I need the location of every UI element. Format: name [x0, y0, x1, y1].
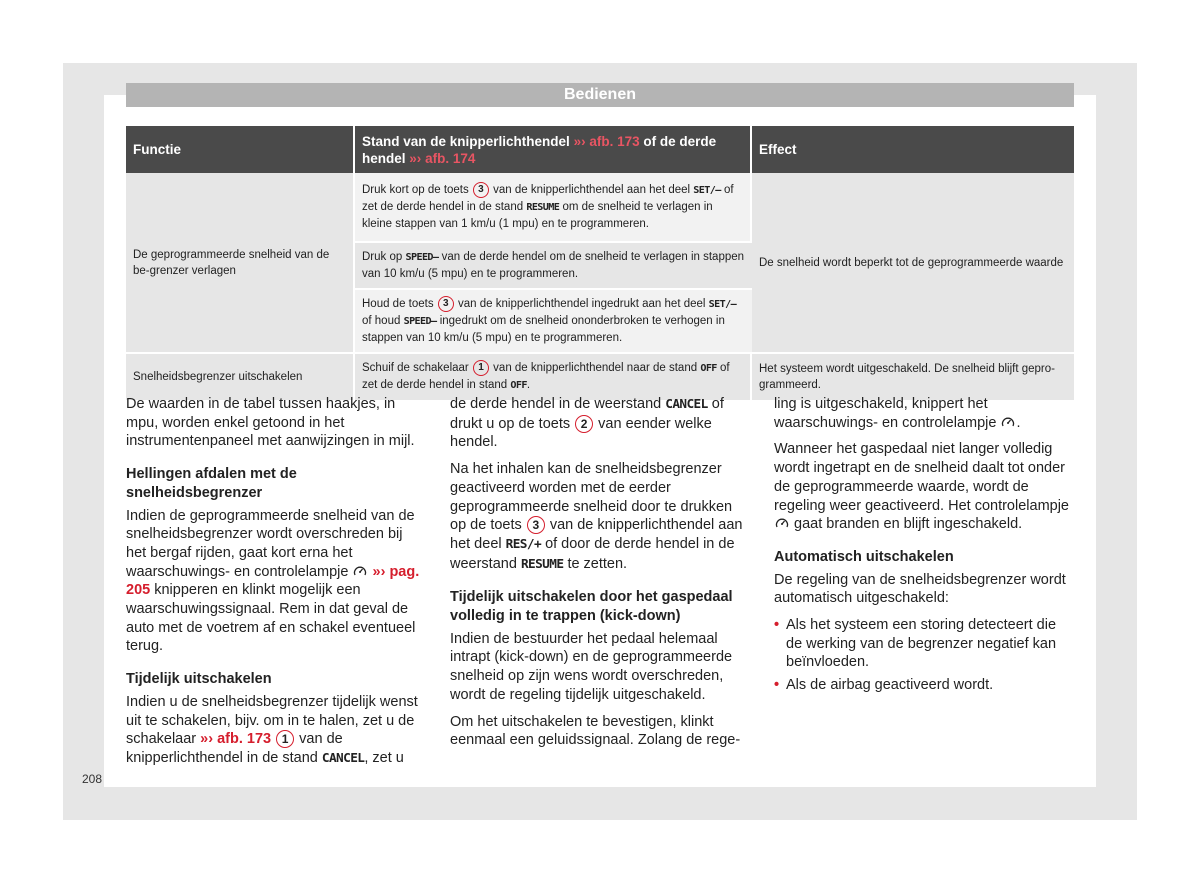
paragraph: Wanneer het gaspedaal niet langer volledig wordt ingetrapt en de snelheid daalt tot onder de geprogrammeerde waarde, wordt de regeling weer geactiveerd. Het controlelampje gaat branden en blijft ingeschakeld.: [774, 441, 1069, 533]
text-column-1: [126, 395, 424, 777]
key-label: OFF: [700, 363, 717, 375]
table-row: [126, 173, 1074, 243]
figure-link-174[interactable]: afb. 174: [425, 150, 476, 166]
subheading-auto-off: Automatisch uitschakelen: [774, 548, 954, 565]
text-column-2: [450, 395, 750, 758]
button-3-badge: 3: [438, 296, 454, 312]
header-effect: Effect: [752, 126, 1074, 173]
button-3-badge: 3: [473, 182, 489, 198]
header-function: Functie: [126, 126, 355, 173]
figure-link-173[interactable]: afb. 173: [589, 133, 640, 149]
subheading-temporary-off: Tijdelijk uitschakelen: [126, 671, 272, 688]
page-link-205[interactable]: pag. 205: [126, 563, 420, 599]
effect-cell: Het systeem wordt uitgeschakeld. De snelheid blijft gepro-grammeerd.: [752, 354, 1074, 402]
page-frame-right: [1096, 63, 1137, 820]
function-cell: De geprogrammeerde snelheid van de be-grenzer verlagen: [126, 173, 355, 354]
paragraph: Na het inhalen kan de snelheidsbegrenzer geactiveerd worden met de eerder geprogrammeerde snelheid door te drukken op de toets 3 van de knipperlichthendel aan het deel RES/+ of door de derde hendel in de weerstand RESUME te zetten.: [450, 461, 743, 572]
paragraph: Om het uitschakelen te bevestigen, klinkt eenmaal een geluidssignaal. Zolang de rege-: [450, 713, 741, 749]
paragraph: De waarden in de tabel tussen haakjes, in mpu, worden enkel getoond in het instrumentenpaneel met aanwijzingen in mijl.: [126, 396, 415, 450]
key-label: RESUME: [520, 556, 564, 572]
speed-limiter-lamp-icon: [1001, 416, 1015, 429]
speed-limiter-lamp-icon: [775, 517, 789, 530]
key-label: CANCEL: [665, 397, 708, 412]
key-label: RES/+: [505, 536, 542, 552]
key-label: CANCEL: [321, 750, 365, 766]
lever-cell: Schuif de schakelaar 1 van de knipperlichthendel naar de stand OFF of zet de derde hendel in stand OFF.: [355, 354, 752, 402]
subheading-kick-down: Tijdelijk uitschakelen door het gaspedaal volledig in te trappen (kick-down): [450, 589, 733, 625]
ref-arrow: »›: [573, 133, 586, 149]
section-title: Bedienen: [126, 83, 1074, 107]
switch-1-badge: 1: [473, 360, 489, 376]
switch-1-badge: 1: [276, 730, 294, 748]
key-label: SET/–: [693, 185, 721, 197]
paragraph: de derde hendel in de weerstand CANCEL of drukt u op de toets 2 van eender welke hendel.: [450, 396, 724, 451]
paragraph: Indien de bestuurder het pedaal helemaal intrapt (kick-down) en de geprogrammeerde snelheid op zijn wens wordt overschreden, wordt de regeling tijdelijk uitgeschakeld.: [450, 630, 733, 703]
table-header-row: [126, 126, 1074, 173]
key-label: SPEED–: [403, 316, 437, 328]
function-cell: Snelheidsbegrenzer uitschakelen: [126, 354, 355, 402]
speed-limiter-lamp-icon: [353, 565, 367, 578]
effect-cell: De snelheid wordt beperkt tot de geprogrammeerde waarde: [752, 173, 1074, 354]
ref-arrow: »›: [372, 563, 386, 580]
paragraph: Indien u de snelheidsbegrenzer tijdelijk wenst uit te schakelen, bijv. om in te halen, zet u de schakelaar »› afb. 173 1 van de knipperlichthendel in de stand CANCEL, zet u: [126, 693, 418, 766]
page-number: 208: [82, 772, 103, 786]
paragraph: De regeling van de snelheidsbegrenzer wordt automatisch uitgeschakeld:: [774, 571, 1066, 607]
page-frame-bottom: [63, 787, 1137, 820]
key-label: SPEED–: [405, 252, 439, 263]
subheading-downhill: Hellingen afdalen met de snelheidsbegrenzer: [126, 466, 297, 501]
list-item: • Als de airbag geactiveerd wordt.: [774, 676, 1074, 695]
paragraph: Indien de geprogrammeerde snelheid van de snelheidsbegrenzer wordt overschreden bij het bergaf rijden, gaat kort erna het waarschuwings- en controlelampje »› pag. 205 knipperen en klinkt mogelijk een waarschuwingssignaal. Rem in dat geval de auto met de voetrem af en schakel eventueel terug.: [126, 507, 420, 655]
lever-cell: Druk op SPEED– van de derde hendel om de snelheid te verlagen in stappen van 10 km/u (5 mpu) en te programmeren.: [355, 243, 752, 290]
button-3-badge: 3: [527, 516, 545, 534]
header-lever-position: Stand van de knipperlichthendel »› afb. 173 of de derde hendel »› afb. 174: [355, 126, 752, 173]
paragraph: ling is uitgeschakeld, knippert het waarschuwings- en controlelampje .: [774, 396, 1021, 431]
key-label: OFF: [510, 380, 527, 392]
lever-cell: Druk kort op de toets 3 van de knipperlichthendel aan het deel SET/– of zet de derde hendel in de stand RESUME om de snelheid te verlagen in kleine stappen van 1 km/u (1 mpu) en te programmeren.: [355, 173, 752, 243]
ref-arrow: »›: [200, 731, 214, 748]
ref-arrow: »›: [409, 150, 422, 166]
text-column-3: [774, 395, 1074, 699]
key-label: SET/–: [708, 299, 737, 311]
function-table: [126, 126, 1074, 402]
lever-cell: Houd de toets 3 van de knipperlichthendel ingedrukt aan het deel SET/– of houd SPEED– ingedrukt om de snelheid ononderbroken te verhogen in stappen van 10 km/u (5 mpu) en te programmeren.: [355, 290, 752, 354]
page-frame-left: [63, 63, 104, 820]
button-2-badge: 2: [575, 415, 593, 433]
key-label: RESUME: [526, 202, 560, 214]
list-item: • Als het systeem een storing detecteert die de werking van de begrenzer negatief kan beïnvloeden.: [774, 616, 1074, 672]
figure-link-173[interactable]: afb. 173: [217, 731, 272, 748]
